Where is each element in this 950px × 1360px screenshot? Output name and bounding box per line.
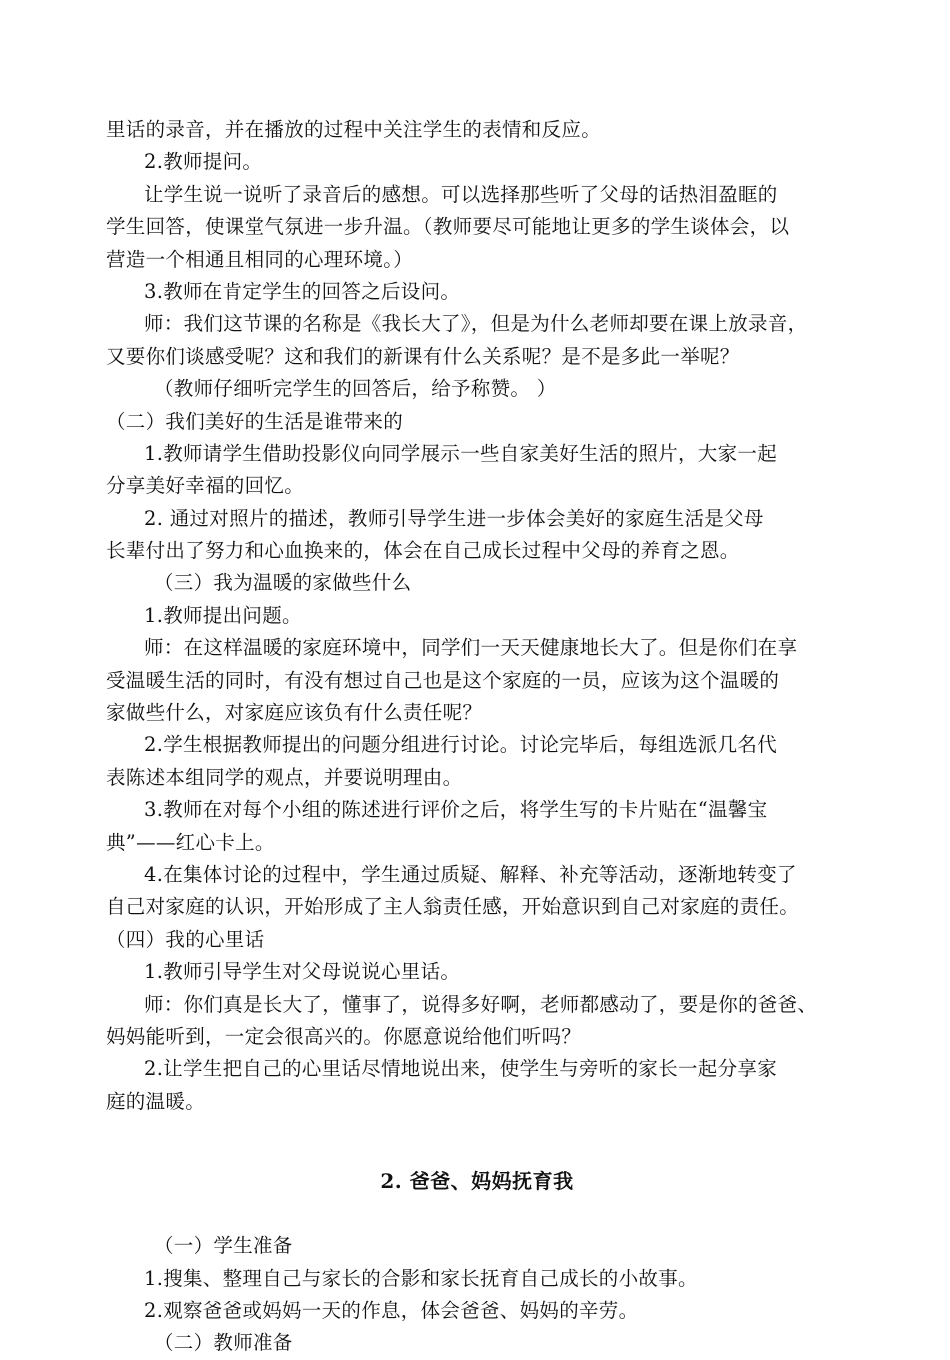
text-line: 典”——红心卡上。 [106,830,275,854]
text-line: 学生回答，使课堂气氛进一步升温。（教师要尽可能地让更多的学生谈体会，以 [106,215,790,239]
text-line: 营造一个相通且相同的心理环境。） [106,247,414,271]
text-line: 师：我们这节课的名称是《我长大了》，但是为什么老师却要在课上放录音， [144,312,808,336]
section-title: 2. 爸爸、妈妈抚育我 [380,1169,574,1194]
text-line: 师：你们真是长大了，懂事了，说得多好啊，老师都感动了，要是你的爸爸、 [144,992,818,1016]
text-line: 2.学生根据教师提出的问题分组进行讨论。讨论完毕后，每组选派几名代 [144,733,778,757]
text-line: （二）教师准备 [154,1331,293,1355]
text-line: 师：在这样温暖的家庭环境中，同学们一天天健康地长大了。但是你们在享 [144,636,798,660]
text-line: 1.教师引导学生对父母说说心里话。 [144,960,461,984]
text-line: 庭的温暖。 [106,1089,206,1113]
text-line: 表陈述本组同学的观点，并要说明理由。 [106,765,463,789]
text-line: 1.搜集、整理自己与家长的合影和家长抚育自己成长的小故事。 [144,1266,698,1290]
text-line: 2.观察爸爸或妈妈一天的作息，体会爸爸、妈妈的辛劳。 [144,1298,639,1322]
text-line: （二）我们美好的生活是谁带来的 [106,409,404,433]
text-line: 受温暖生活的同时，有没有想过自己也是这个家庭的一员，应该为这个温暖的 [106,668,780,692]
text-line: （三）我为温暖的家做些什么 [154,571,412,595]
text-line: 里话的录音，并在播放的过程中关注学生的表情和反应。 [106,118,602,141]
text-line: 3.教师在肯定学生的回答之后设问。 [144,279,461,303]
text-line: 2.教师提问。 [144,150,263,174]
text-line: 1.教师提出问题。 [144,603,302,627]
text-line: （一）学生准备 [154,1234,293,1258]
lesson-steps-text [106,114,848,1118]
text-line: 家做些什么，对家庭应该负有什么责任呢？ [106,701,483,725]
text-line: （四）我的心里话 [106,927,265,951]
preparation-text [106,1230,848,1360]
text-line: 2. 通过对照片的描述，教师引导学生进一步体会美好的家庭生活是父母 [144,506,764,530]
document-body [106,114,848,1360]
text-line: 又要你们谈感受呢？这和我们的新课有什么关系呢？是不是多此一举呢？ [106,344,740,368]
text-line: 让学生说一说听了录音后的感想。可以选择那些听了父母的话热泪盈眶的 [144,182,778,206]
text-line: 自己对家庭的认识，开始形成了主人翁责任感，开始意识到自己对家庭的责任。 [106,895,800,919]
section-title-block [106,1118,848,1214]
text-line: 长辈付出了努力和心血换来的，体会在自己成长过程中父母的养育之恩。 [106,539,740,563]
text-line: 1.教师请学生借助投影仪向同学展示一些自家美好生活的照片，大家一起 [144,441,778,465]
text-line: 3.教师在对每个小组的陈述进行评价之后，将学生写的卡片贴在“温馨宝 [144,798,768,822]
text-line: 4.在集体讨论的过程中，学生通过质疑、解释、补充等活动，逐渐地转变了 [144,862,797,886]
text-line: （教师仔细听完学生的回答后，给予称赞。 ） [154,377,557,401]
text-line: 2.让学生把自己的心里话尽情地说出来，使学生与旁听的家长一起分享家 [144,1057,778,1081]
text-line: 分享美好幸福的回忆。 [106,474,305,498]
text-line: 妈妈能听到，一定会很高兴的。你愿意说给他们听吗？ [106,1024,582,1048]
